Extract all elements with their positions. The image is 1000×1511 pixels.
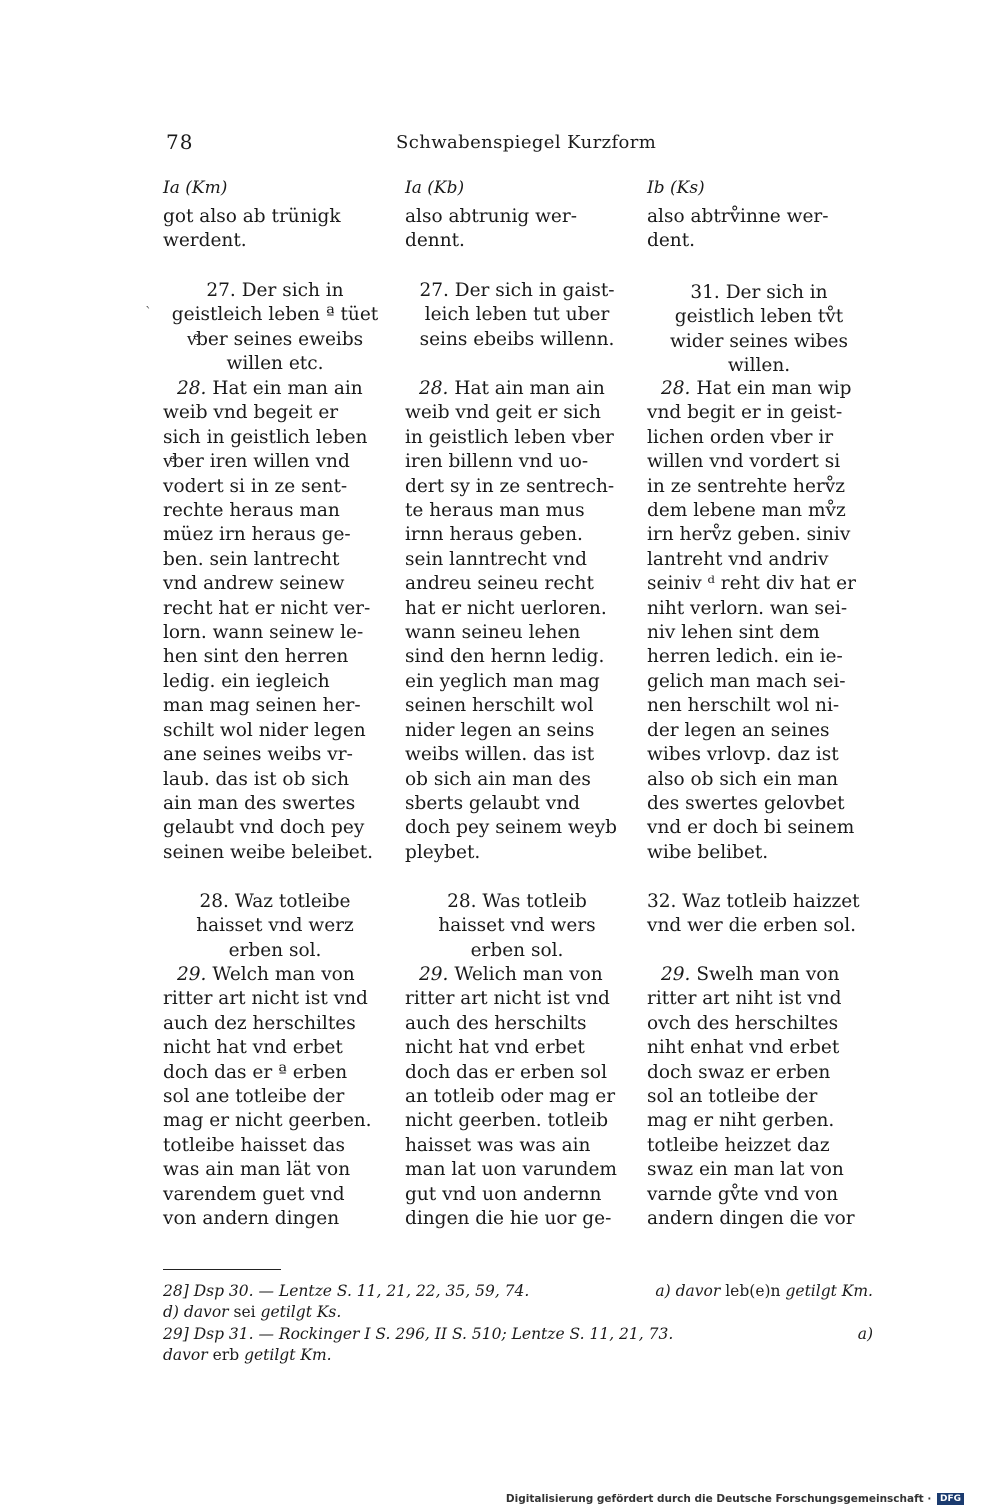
text-line: an totleib oder mag er <box>405 1086 616 1108</box>
text-line: doch das er erben sol <box>405 1061 607 1083</box>
text-line: willen vnd vordert si <box>647 451 841 473</box>
text-line: werdent. <box>163 230 247 252</box>
footnote-tail: getilgt Ks. <box>260 1303 342 1321</box>
paragraph-number: 29. <box>177 964 207 985</box>
text-line: ane seines weibs vr- <box>163 744 353 766</box>
page-number: 78 <box>166 130 194 154</box>
intro-text <box>647 205 871 254</box>
footnote-label: a) davor <box>655 1282 721 1300</box>
heading-line: 28. Was totleib <box>447 891 587 912</box>
footnote-tail: getilgt Km. <box>785 1282 873 1300</box>
heading-line: vͤber seines eweibs <box>186 328 364 350</box>
column-kb <box>405 0 629 1230</box>
text-line: niht verlorn. wan sei- <box>647 597 848 619</box>
text-line: nicht geerben. totleib <box>405 1110 609 1132</box>
heading-line: 28. Waz totleibe <box>199 891 351 912</box>
text-line: ben. sein lantrecht <box>163 548 340 570</box>
text-line: ritter art niht ist vnd <box>647 988 842 1010</box>
footnote-28 <box>163 1281 873 1323</box>
text-line: hat er nicht uerloren. <box>405 597 607 619</box>
text-line: totleibe heizzet daz <box>647 1134 830 1156</box>
text-line: swaz ein man lat von <box>647 1159 844 1181</box>
text-line: doch swaz er erben <box>647 1061 831 1083</box>
paragraph-number: 29. <box>419 964 449 985</box>
text-line: seiniv ᵈ reht div hat er <box>647 573 856 595</box>
text-line: varendem guet vnd <box>163 1183 345 1205</box>
text-line: gelich man mach sei- <box>647 670 846 692</box>
footnote-divider <box>163 1269 281 1270</box>
text-line: dert sy in ze sentrech- <box>405 475 615 497</box>
text-line: müez irn heraus ge- <box>163 524 351 546</box>
text-line: haisset was was ain <box>405 1134 591 1156</box>
text-line: auch des herschilts <box>405 1012 587 1034</box>
text-line: recht hat er nicht ver- <box>163 597 371 619</box>
footnote-label: d) davor <box>163 1303 229 1321</box>
text-line: vnd begit er in geist- <box>647 402 843 424</box>
heading-line: erben sol. <box>470 939 564 961</box>
text-line: ain man des swertes <box>163 792 356 814</box>
text-line: weib vnd geit er sich <box>405 402 601 424</box>
paragraph-28 <box>163 377 387 865</box>
paragraph-29 <box>405 963 629 1231</box>
paragraph-28 <box>405 377 629 865</box>
text-line: also ob sich ein man <box>647 768 839 790</box>
text-line: der legen an seines <box>647 719 830 741</box>
text-line: auch dez herschiltes <box>163 1012 356 1034</box>
text-line: wibes vrlovp. daz ist <box>647 744 839 766</box>
text-line: Welich man von <box>454 964 603 985</box>
heading-27 <box>163 279 387 377</box>
text-line: hen sint den herren <box>163 646 349 668</box>
text-line: andern dingen die vor <box>647 1208 855 1230</box>
footnote-label: a) <box>857 1325 873 1343</box>
paragraph-29 <box>163 963 387 1231</box>
text-line: vnd er doch bi seinem <box>647 817 855 839</box>
text-line: sol ane totleibe der <box>163 1086 345 1108</box>
heading-line: 32. Waz totleib haizzet <box>647 891 860 912</box>
text-line: varnde gv̊te vnd von <box>647 1183 839 1205</box>
text-line: doch pey seinem weyb <box>405 817 617 839</box>
text-line: got also ab trünigk <box>163 206 341 227</box>
paragraph-number: 28. <box>661 378 691 399</box>
heading-line: geistleich leben ª tüet <box>171 304 379 326</box>
text-line: wibe belibet. <box>647 841 769 863</box>
text-line: sich in geistlich leben <box>163 426 368 448</box>
text-line: sein lanntrecht vnd <box>405 548 587 570</box>
text-line: sberts gelaubt vnd <box>405 792 580 814</box>
text-line: iren billenn vnd uo- <box>405 451 589 473</box>
text-line: dennt. <box>405 230 465 252</box>
text-line: niht enhat vnd erbet <box>647 1037 840 1059</box>
text-line: von andern dingen <box>163 1208 340 1230</box>
footnote-continuation: davor <box>163 1346 208 1364</box>
text-line: ovch des herschiltes <box>647 1012 839 1034</box>
text-line: andreu seineu recht <box>405 573 594 595</box>
text-line: in ze sentrehte herv̊z <box>647 475 845 497</box>
digitization-credit <box>506 1493 964 1505</box>
text-line: weibs willen. das ist <box>405 744 595 766</box>
footnote-tail: getilgt Km. <box>244 1346 332 1364</box>
text-line: Hat ain man ain <box>454 378 605 399</box>
text-line: vͤber iren willen vnd <box>163 451 350 473</box>
heading-line: willen. <box>727 355 791 377</box>
text-line: wann seineu lehen <box>405 622 581 644</box>
column-siglum: Ia (Kb) <box>405 178 465 198</box>
text-line: nider legen an seins <box>405 719 595 741</box>
text-line: also abtrunig wer- <box>405 206 577 227</box>
text-line: Hat ein man ain <box>212 378 363 399</box>
heading-32 <box>647 890 871 939</box>
column-siglum: Ia (Km) <box>163 178 228 198</box>
footnote-reference: 29] Dsp 31. — Rockinger I S. 296, II S. 510; Lentze S. 11, 21, 73. <box>163 1325 674 1343</box>
text-line: niv lehen sint dem <box>647 622 820 644</box>
heading-line: haisset vnd werz <box>196 915 354 937</box>
heading-31 <box>647 281 871 379</box>
text-line: te heraus man mus <box>405 500 585 522</box>
footnote-reading: sei <box>233 1303 256 1321</box>
text-line: gut vnd uon andernn <box>405 1183 602 1205</box>
text-line: Swelh man von <box>696 964 840 985</box>
text-line: doch das er ª erben <box>163 1061 348 1083</box>
text-line: mag er niht gerben. <box>647 1110 835 1132</box>
text-line: totleibe haisset das <box>163 1134 345 1156</box>
heading-line: seins ebeibs willenn. <box>419 328 615 350</box>
text-line: mag er nicht geerben. <box>163 1110 372 1132</box>
paragraph-28 <box>647 377 871 865</box>
footnote-reading: leb(e)n <box>725 1282 781 1300</box>
paragraph-number: 28. <box>177 378 207 399</box>
text-line: des swertes gelovbet <box>647 792 845 814</box>
text-line: nicht hat vnd erbet <box>163 1037 343 1059</box>
heading-28 <box>163 890 387 963</box>
heading-line: willen etc. <box>226 353 324 375</box>
text-line: sind den hernn ledig. <box>405 646 605 668</box>
text-line: schilt wol nider legen <box>163 719 366 741</box>
text-line: rechte heraus man <box>163 500 340 522</box>
heading-line: leich leben tut uber <box>424 304 610 326</box>
text-line: lichen orden vber ir <box>647 426 834 448</box>
text-line: dent. <box>647 230 696 252</box>
text-line: vodert si in ze sent- <box>163 475 348 497</box>
heading-line: 31. Der sich in <box>690 282 828 303</box>
footnote-reading: erb <box>212 1346 240 1364</box>
text-line: was ain man lät von <box>163 1159 351 1181</box>
text-line: pleybet. <box>405 841 481 863</box>
text-line: in geistlich leben vber <box>405 426 614 448</box>
text-line: dem lebene man mv̊z <box>647 500 846 522</box>
column-siglum: Ib (Ks) <box>647 178 705 198</box>
heading-line: erben sol. <box>228 939 322 961</box>
paragraph-29 <box>647 963 871 1231</box>
text-line: man lat uon varundem <box>405 1159 617 1181</box>
text-line: irn herv̊z geben. siniv <box>647 524 851 546</box>
heading-line: geistlich leben tv̊t <box>674 306 844 328</box>
text-line: nen herschilt wol ni- <box>647 695 840 717</box>
text-line: ritter art nicht ist vnd <box>163 988 368 1010</box>
text-line: herren ledich. ein ie- <box>647 646 843 668</box>
dfg-logo: DFG <box>937 1493 964 1505</box>
heading-27 <box>405 279 629 352</box>
running-head: Schwabenspiegel Kurzform <box>396 132 657 153</box>
text-line: irnn heraus geben. <box>405 524 583 546</box>
text-line: Hat ein man wip <box>696 378 852 399</box>
text-line: ritter art nicht ist vnd <box>405 988 610 1010</box>
text-line: gelaubt vnd doch pey <box>163 817 365 839</box>
heading-line: 27. Der sich in gaist- <box>419 280 615 301</box>
credit-text: Digitalisierung gefördert durch die Deutsche Forschungsgemeinschaft · <box>505 1493 932 1505</box>
text-line: sol an totleibe der <box>647 1086 818 1108</box>
text-line: also abtrv̊inne wer- <box>647 206 829 227</box>
text-line: dingen die hie uor ge- <box>405 1208 612 1230</box>
footnote-reference: 28] Dsp 30. — Lentze S. 11, 21, 22, 35, 59, 74. <box>163 1282 530 1300</box>
heading-line: vnd wer die erben sol. <box>647 915 856 937</box>
text-line: seinen herschilt wol <box>405 695 594 717</box>
margin-mark: ˋ <box>145 305 152 321</box>
text-line: lantreht vnd andriv <box>647 548 829 570</box>
intro-text <box>405 205 629 254</box>
text-line: man mag seinen her- <box>163 695 361 717</box>
column-ks <box>647 0 871 1230</box>
heading-28 <box>405 890 629 963</box>
heading-line: haisset vnd wers <box>438 915 596 937</box>
text-line: lorn. wann seinew le- <box>163 622 364 644</box>
text-line: ledig. ein iegleich <box>163 670 330 692</box>
text-line: laub. das ist ob sich <box>163 768 349 790</box>
paragraph-number: 28. <box>419 378 449 399</box>
footnote-29 <box>163 1324 873 1366</box>
heading-line: 27. Der sich in <box>206 280 344 301</box>
text-line: ein yeglich man mag <box>405 670 600 692</box>
text-line: ob sich ain man des <box>405 768 591 790</box>
text-line: seinen weibe beleibet. <box>163 841 374 863</box>
column-km <box>163 0 387 1230</box>
heading-line: wider seines wibes <box>670 330 848 352</box>
text-line: weib vnd begeit er <box>163 402 339 424</box>
paragraph-number: 29. <box>661 964 691 985</box>
text-line: nicht hat vnd erbet <box>405 1037 585 1059</box>
text-line: vnd andrew seinew <box>163 573 345 595</box>
text-line: Welch man von <box>212 964 355 985</box>
intro-text <box>163 205 387 254</box>
